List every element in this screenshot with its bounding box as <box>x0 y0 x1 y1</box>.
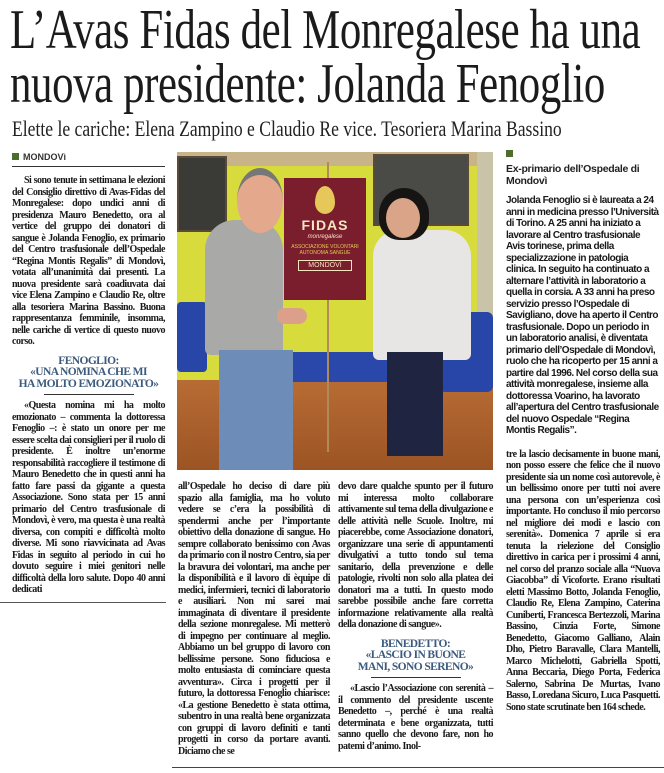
subhead-line: HA MOLTO EMOZIONATO» <box>18 377 159 390</box>
divider <box>0 602 166 603</box>
handshake <box>277 308 307 324</box>
subhead-line: FENOGLIO: <box>58 354 119 367</box>
subhead-fenoglio <box>12 356 165 391</box>
banner-city: MONDOVì <box>298 260 352 271</box>
woman-jacket <box>373 230 471 360</box>
article-column-2 <box>178 481 330 757</box>
article-column-4 <box>506 150 660 713</box>
quote-text <box>12 400 165 596</box>
text-block <box>338 481 493 631</box>
subhead-line: MANI, SONO SERENO» <box>357 660 474 673</box>
banner-subtitle: monregalese <box>307 234 343 240</box>
banner-logo: FIDAS <box>301 217 349 233</box>
paragraph: tre la lascio decisamente in buone mani, non posso essere che felice che il nuovo presidente sia un nome così autorevole, è un bellissimo onore per tutti noi avere una persona con un’esperienza così importante. Ho concluso il mio percorso nel migliore dei modi e lascio con serenità». Domenica 7 aprile si era tenuta la rielezione del Consiglio direttivo in carica per i prossimi 4 anni, nel corso del pranzo sociale alla “Nuova Giacobba” di Vicoforte. Erano risultati eletti Massimo Botto, Jolanda Fenoglio, Claudio Re, Elena Zampino, Caterina Cuniberti, Francesca Bertezzoli, Marina Bassino, Cinzia Forte, Simone Benedetto, Giacomo Galliano, Alain Dho, Pietro Baravalle, Clara Mantelli, Marco Michelotti, Gabriella Spotti, Anna Beccaria, Diego Porta, Federica Salerno, Sabrina De Murtas, Ivano Basso, Loredana Sicuro, Luca Pasquetti. Sono state scrutinate ben 164 schede. <box>506 448 660 713</box>
subhead-line: «LASCIO IN BUONE <box>365 649 466 661</box>
woman-trousers <box>387 352 443 456</box>
photo-handshake <box>177 152 493 470</box>
subhead-benedetto <box>338 639 493 674</box>
green-square-icon <box>12 153 19 160</box>
banner-association: ASSOCIAZIONE VOLONTARI AUTONOMA SANGUE <box>291 244 359 256</box>
intro-text <box>12 175 165 348</box>
headline-line-2: nuova presidente: Jolanda Fenoglio <box>10 53 605 115</box>
fidas-banner <box>284 178 366 300</box>
subhead-line: BENEDETTO: <box>380 637 451 650</box>
intro-paragraph: Si sono tenute in settimana le elezioni del Consiglio direttivo di Avas-Fidas del Monregalese: dopo undici anni di presidenza Mauro Benedetto, ora al vertice del gruppo dei donatori di sangue è Jolanda Fenoglio, ex primario del Centro trasfusionale dell’Ospedale “Regina Montis Regalis” di Mondovì, votata all’unanimità dai presenti. La nuova presidente sarà coadiuvata dai vice Elena Zampino e Claudio Re, oltre alla tesoriera Marina Bassino. Buona rappresentanza femminile, insomma, nelle cariche di vertice di questo nuovo corso. <box>12 175 165 347</box>
section-tag-label: MONDOVì <box>23 152 67 162</box>
section-tag <box>12 152 165 163</box>
divider <box>12 166 165 167</box>
subtitle: Elette le cariche: Elena Zampino e Claudio Re vice. Tesoriera Marina Bassino <box>12 116 562 141</box>
sidebar-body: Jolanda Fenoglio si è laureata a 24 anni in medicina presso l’Università di Torino. A 25 anni ha iniziato a lavorare al Centro trasfusionale Avis torinese, prima della specializzazione in patologia clinica. In seguito ha continuato a alternare l’attività in laboratorio a quella in corsia. A 33 anni ha preso servizio presso l’Ospedale di Savigliano, dove ha aperto il Centro trasfusionale. Dopo un periodo in un laboratorio analisi, è diventata primario dell’Ospedale di Mondovì, ruolo che ha ricoperto per 15 anni a partire dal 1996. Nel corso della sua attività monregalese, insieme alla dottoressa Voarino, ha lavorato all’apertura del Centro trasfusionale del nuovo Ospedale “Regina Montis Regalis”. <box>506 195 659 436</box>
headline-line-1: L’Avas Fidas del Monregalese ha una <box>10 0 641 61</box>
quote-paragraph: «Questa nomina mi ha molto emozionato – commenta la dottoressa Fenoglio –: è stato un onore per me essere scelta dai consiglieri per il ruolo di presidente. È inoltre un’enorme responsabilità raccogliere il testimone di Mauro Benedetto che in questi anni ha fatto fare passi da gigante a questa Associazione. Sono stata per 15 anni primario del Centro trasfusionale di Mondovì, è vero, ma questa è una realtà diversa, con compiti e difficoltà molto diverse. Mi sono riavvicinata ad Avas Fidas in seguito al periodo in cui ho dovuto seguire i miei genitori nelle difficoltà della loro salute. Dopo 40 anni dedicati <box>12 400 165 595</box>
divider <box>44 394 134 395</box>
text-block <box>506 449 660 714</box>
bottom-rule <box>172 767 664 768</box>
woman-head <box>386 198 420 238</box>
green-square-icon <box>506 150 513 157</box>
subhead-line: «UNA NOMINA CHE MI <box>30 366 147 378</box>
paragraph: all’Ospedale ho deciso di dare più spazio alla famiglia, ma ho voluto vedere se c’era la possibilità di spendermi anche per l’importante obiettivo della donazione di sangue. Ho sempre collaborato benissimo con Avas da primario con il nostro Centro, sia per la bravura dei volontari, ma anche per la disponibilità e il lavoro di èquipe di medici, infermieri, tecnici di laboratorio e ausiliari. Non mi sarei mai immaginata di diventare il presidente della sezione monregalese. Mi metterò di impegno per continuare al meglio. Abbiamo un bel gruppo di lavoro con bellissime persone. Sono fiduciosa e molto entusiasta di cominciare questa avventura». Circa i progetti per il futuro, la dottoressa Fenoglio chiarisce: «La gestione Benedetto è stata ottima, subentro in una realtà bene organizzata con gruppi di lavoro definiti e tanti progetti in corso da portare avanti. Diciamo che se <box>178 481 330 757</box>
man-jeans <box>219 350 293 470</box>
paragraph: «Lascio l’Associazione con serenità – il commento del presidente uscente Benedetto –, perché è una realtà determinata e bene organizzata, tutti sanno quello che devono fare, non ho patemi d’animo. Inol- <box>338 683 493 752</box>
man-head <box>237 168 283 233</box>
paragraph: devo dare qualche spunto per il futuro mi interessa molto collaborare attivamente sul tema della divulgazione e delle attività nelle Scuole. Inoltre, mi piacerebbe, come Associazione donatori, organizzare una serie di appuntamenti divulgativi a tutto tondo sul tema sanitario, della prevenzione e delle patologie, rivolti non solo alla platea dei donatori ma a tutti. In questo modo sarebbe possibile anche fare corretta informazione relativamente alla realtà della donazione di sangue». <box>338 481 493 630</box>
divider <box>371 677 461 678</box>
article-column-1 <box>12 152 165 603</box>
text-block <box>338 683 493 752</box>
flame-icon <box>315 186 335 214</box>
man-sweater <box>205 220 283 355</box>
framed-picture-left <box>177 156 227 232</box>
chair <box>177 302 207 372</box>
article-column-3 <box>338 481 493 752</box>
sidebar-heading: Ex-primario dell’Ospedale di Mondovì <box>506 163 640 187</box>
